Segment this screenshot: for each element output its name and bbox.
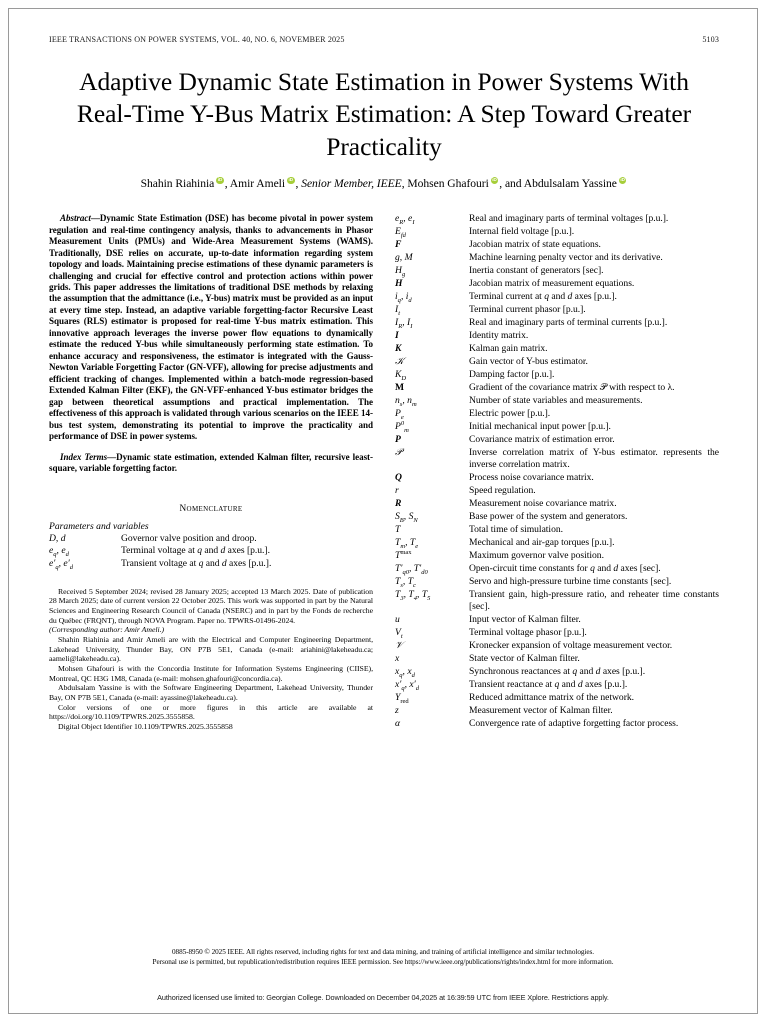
page-number: 5103 xyxy=(702,35,719,44)
nomenclature-symbol: $e_q$, $e_d$ xyxy=(49,545,69,559)
nomenclature-row xyxy=(395,408,719,420)
nomenclature-definition: Input vector of Kalman filter. xyxy=(469,614,581,626)
page-title: Adaptive Dynamic State Estimation in Power Systems With Real-Time Y-Bus Matrix Estimation: A Step Toward Greater Practicality xyxy=(76,67,692,161)
nomenclature-definition: Base power of the system and generators. xyxy=(469,510,628,522)
nomenclature-symbol: $e'_q$, $e'_d$ xyxy=(49,558,74,572)
nomenclature-definition: Real and imaginary parts of terminal voltages [p.u.]. xyxy=(469,213,669,225)
nomenclature-definition: Number of state variables and measurements. xyxy=(469,394,643,406)
nomenclature-row xyxy=(395,421,719,433)
nomenclature-symbol: R xyxy=(395,497,402,509)
nomenclature-row xyxy=(395,343,719,355)
nomenclature-symbol: $T_3$, $T_4$, $T_5$ xyxy=(395,588,431,602)
nomenclature-symbol: $E_{fd}$ xyxy=(395,226,406,240)
nomenclature-row xyxy=(395,434,719,446)
nomenclature-definition: Process noise covariance matrix. xyxy=(469,471,594,483)
author-sep-1: , xyxy=(295,177,302,191)
running-head xyxy=(49,35,719,44)
abstract-label: Abstract xyxy=(60,213,91,224)
nomenclature-definition: Transient voltage at q and d axes [p.u.]. xyxy=(121,558,272,570)
footnote-received: Received 5 September 2024; revised 28 January 2025; accepted 13 March 2025. Date of publication 28 March 2025; date of current version 22 October 2025. This work was supported in part by the Natural Sciences and Engineering Research Council of Canada (NSERC) and in part by the Fonds de recherche du Québec (FRQNT), through NOVA Program. Paper no. TPWRS-01496-2024. xyxy=(49,586,373,625)
nomenclature-row xyxy=(395,369,719,381)
nomenclature-symbol: $P_e$ xyxy=(395,407,404,421)
nomenclature-definition: Identity matrix. xyxy=(469,329,529,341)
nomenclature-row xyxy=(395,213,719,225)
nomenclature-definition: Measurement noise covariance matrix. xyxy=(469,497,617,509)
orcid-icon[interactable] xyxy=(491,177,499,185)
index-terms-text: —Dynamic state estimation, extended Kalman filter, recursive least-square, variable forgetting factor. xyxy=(49,451,373,474)
nomenclature-definition: Open-circuit time constants for q and d axes [sec]. xyxy=(469,562,661,574)
nomenclature-definition: Kalman gain matrix. xyxy=(469,342,548,354)
nomenclature-row xyxy=(395,291,719,303)
nomenclature-definition: Covariance matrix of estimation error. xyxy=(469,433,615,445)
author-name-3: , Mohsen Ghafouri xyxy=(401,177,489,191)
nomenclature-row xyxy=(395,563,719,575)
nomenclature-definition: Maximum governor valve position. xyxy=(469,549,604,561)
nomenclature-row xyxy=(395,239,719,251)
nomenclature-heading: Nomenclature xyxy=(179,503,243,514)
nomenclature-symbol: $I_t$ xyxy=(395,303,401,317)
nomenclature-row xyxy=(395,447,719,472)
nomenclature-row xyxy=(395,550,719,562)
nomenclature-row xyxy=(395,653,719,665)
nomenclature-list-right xyxy=(395,213,719,730)
nomenclature-definition: Jacobian matrix of measurement equations. xyxy=(469,278,635,290)
nomenclature-row xyxy=(395,472,719,484)
nomenclature-symbol: F xyxy=(395,239,402,251)
nomenclature-definition: Internal field voltage [p.u.]. xyxy=(469,226,575,238)
nomenclature-definition: Reduced admittance matrix of the network. xyxy=(469,691,635,703)
nomenclature-subheading: Parameters and variables xyxy=(49,520,149,532)
nomenclature-symbol: 𝒱 xyxy=(395,639,403,651)
author-list xyxy=(49,176,719,191)
index-terms-label: Index Terms xyxy=(60,451,108,462)
nomenclature-definition: Governor valve position and droop. xyxy=(121,532,257,544)
author-name-1: Shahin Riahinia xyxy=(140,177,215,191)
nomenclature-row xyxy=(395,395,719,407)
nomenclature-row xyxy=(395,640,719,652)
nomenclature-definition: Terminal current at q and d axes [p.u.]. xyxy=(469,291,617,302)
document-page xyxy=(8,8,758,1014)
nomenclature-row xyxy=(395,524,719,536)
nomenclature-row xyxy=(395,679,719,691)
nomenclature-symbol: D, d xyxy=(49,532,66,544)
author-name-4: , and Abdulsalam Yassine xyxy=(499,177,617,191)
nomenclature-row xyxy=(395,252,719,264)
nomenclature-symbol: g, M xyxy=(395,252,413,264)
nomenclature-row xyxy=(395,317,719,329)
orcid-icon[interactable] xyxy=(216,177,224,185)
nomenclature-row xyxy=(395,265,719,277)
nomenclature-row xyxy=(395,627,719,639)
orcid-icon[interactable] xyxy=(287,177,295,185)
nomenclature-row xyxy=(395,614,719,626)
nomenclature-symbol: Q xyxy=(395,471,402,483)
author-membership: Senior Member, IEEE xyxy=(301,177,402,191)
nomenclature-symbol: x xyxy=(395,652,400,664)
nomenclature-symbol: $H_g$ xyxy=(395,265,406,278)
footnotes-block xyxy=(49,587,373,732)
nomenclature-definition: Servo and high-pressure turbine time constants [sec]. xyxy=(469,575,672,587)
nomenclature-symbol: r xyxy=(395,484,399,496)
nomenclature-row xyxy=(395,537,719,549)
nomenclature-symbol: 𝒦 xyxy=(395,355,404,367)
nomenclature-definition: Mechanical and air-gap torques [p.u.]. xyxy=(469,536,615,548)
orcid-icon[interactable] xyxy=(619,177,627,185)
nomenclature-row xyxy=(395,356,719,368)
nomenclature-symbol: P xyxy=(395,433,401,445)
nomenclature-symbol: α xyxy=(395,717,401,729)
nomenclature-symbol: T xyxy=(395,523,401,535)
nomenclature-row xyxy=(395,705,719,717)
nomenclature-definition: Gradient of the covariance matrix 𝒫 with respect to λ. xyxy=(469,381,675,393)
nomenclature-symbol: M xyxy=(395,381,405,393)
nomenclature-definition: Terminal voltage phasor [p.u.]. xyxy=(469,627,587,638)
footnote-color-versions: Color versions of one or more figures in this article are available at https://doi.org/10.1109/TPWRS.2025.3555858. xyxy=(49,702,373,722)
nomenclature-symbol: $K_D$ xyxy=(395,368,407,382)
nomenclature-symbol: $x_q$, $x_d$ xyxy=(395,665,415,679)
nomenclature-symbol: $T_m$, $T_e$ xyxy=(395,536,419,550)
nomenclature-definition: Machine learning penalty vector and its derivative. xyxy=(469,252,663,264)
nomenclature-definition: Terminal current phasor [p.u.]. xyxy=(469,303,586,315)
nomenclature-definition: Kronecker expansion of voltage measurement vector. xyxy=(469,639,673,651)
nomenclature-definition: Damping factor [p.u.]. xyxy=(469,368,555,380)
nomenclature-symbol: $n_s$, $n_m$ xyxy=(395,394,417,408)
nomenclature-symbol: z xyxy=(395,704,399,716)
nomenclature-list-left xyxy=(49,533,373,571)
nomenclature-row xyxy=(395,226,719,238)
journal-name: IEEE TRANSACTIONS ON POWER SYSTEMS, VOL. 40, NO. 6, NOVEMBER 2025 xyxy=(49,35,345,44)
footnote-affiliation-3: Abdulsalam Yassine is with the Software Engineering Department, Lakehead University, Thunder Bay, ON P7B 5E1, Canada (e-mail: ayassine@lakeheadu.ca). xyxy=(49,683,373,702)
nomenclature-symbol: K xyxy=(395,342,402,354)
footnote-doi: Digital Object Identifier 10.1109/TPWRS.2025.3555858 xyxy=(58,721,233,731)
footnote-affiliation-2: Mohsen Ghafouri is with the Concordia Institute for Information Systems Engineering (CIISE), Montreal, QC H3G 1M8, Canada (e-mail: mohsen.ghafouri@concordia.ca). xyxy=(49,663,373,683)
nomenclature-row xyxy=(395,511,719,523)
footnote-corresponding: (Corresponding author: Amir Ameli.) xyxy=(49,625,165,635)
nomenclature-row xyxy=(395,718,719,730)
two-column-body xyxy=(49,213,719,731)
left-column xyxy=(49,213,373,731)
nomenclature-definition: Initial mechanical input power [p.u.]. xyxy=(469,420,611,432)
copyright-line-1: 0885-8950 © 2025 IEEE. All rights reserved, including rights for text and data mining, and training of artificial intelligence and similar technologies. xyxy=(171,948,595,956)
nomenclature-symbol: 𝒫 xyxy=(395,446,402,458)
nomenclature-symbol: u xyxy=(395,614,400,626)
nomenclature-row xyxy=(395,278,719,290)
nomenclature-definition: Synchronous reactances at q and d axes [p.u.]. xyxy=(469,665,646,677)
index-terms-paragraph xyxy=(49,452,373,475)
nomenclature-definition: Measurement vector of Kalman filter. xyxy=(469,704,613,716)
abstract-text: —Dynamic State Estimation (DSE) has become pivotal in power system regulation and real-time contingency analysis, thanks to advancements in Phasor Measurement Units (PMUs) and Wide-Area Measurement Systems (WAMS). Traditionally, DSE relies on accurate, up-to-date information regarding system topology and loads. Maintaining precise estimations of these dynamic parameters is challenging and crucial for effective control and protection actions within power grids. This paper addresses the limitations of traditional DSE methods by relaxing the assumption that the admittance (i.e., Y-bus) matrix must be provided as an input at every time step. Instead, an adaptive variable forgetting-factor Recursive Least Squares (RLS) estimator is proposed for real-time Y-bus matrix estimation. This innovative approach leverages the inverse power flow equations to dynamically estimate the reduced Y-bus while simultaneously performing state estimation. To enhance accuracy and responsiveness, the estimator is integrated with the Gauss-Newton Variable Forgetting Factor (GN-VFF), allowing for precise adjustments and efficient tracking of changes. Implemented within a batch-mode regression-based Extended Kalman Filter (EKF), the GN-VFF-enhanced Y-bus estimator bridges the gap between theoretical assumptions and practical implementation. The effectiveness of this approach is validated through various scenarios on the IEEE 14-bus test system, demonstrating its potential to improve the practicality and performance of DSE in power systems. xyxy=(49,213,373,442)
nomenclature-symbol: $I_R$, $I_I$ xyxy=(395,316,413,330)
nomenclature-symbol: $x'_q$, $x'_d$ xyxy=(395,678,420,692)
nomenclature-definition: Electric power [p.u.]. xyxy=(469,407,551,419)
nomenclature-definition: Inertia constant of generators [sec]. xyxy=(469,265,604,277)
page-content xyxy=(49,35,719,731)
nomenclature-row xyxy=(49,558,373,570)
nomenclature-definition: Transient reactance at q and d axes [p.u.]. xyxy=(469,678,628,690)
nomenclature-row xyxy=(49,533,373,545)
nomenclature-row xyxy=(395,692,719,704)
nomenclature-definition: Jacobian matrix of state equations. xyxy=(469,239,601,251)
nomenclature-definition: Transient gain, high-pressure ratio, and reheater time constants [sec]. xyxy=(469,588,719,613)
nomenclature-symbol: $V_t$ xyxy=(395,627,403,640)
nomenclature-row xyxy=(395,576,719,588)
nomenclature-symbol: $P^0_m$ xyxy=(395,419,409,434)
nomenclature-symbol: H xyxy=(395,278,403,290)
nomenclature-symbol: $Y_{red}$ xyxy=(395,691,409,705)
nomenclature-symbol: $T'_{q0}$, $T'_{d0}$ xyxy=(395,562,428,576)
nomenclature-symbol: I xyxy=(395,329,399,341)
nomenclature-symbol: $T_s$, $T_c$ xyxy=(395,575,416,589)
nomenclature-definition: Gain vector of Y-bus estimator. xyxy=(469,355,588,367)
nomenclature-row xyxy=(395,330,719,342)
download-notice: Authorized licensed use limited to: Georgian College. Downloaded on December 04,2025 at 16:39:59 UTC from IEEE Xplore. Restrictions apply. xyxy=(157,993,609,1002)
nomenclature-symbol: $S_B$, $S_N$ xyxy=(395,510,418,524)
nomenclature-definition: Total time of simulation. xyxy=(469,523,563,535)
nomenclature-row xyxy=(395,498,719,510)
nomenclature-row xyxy=(395,485,719,497)
nomenclature-definition: Real and imaginary parts of terminal currents [p.u.]. xyxy=(469,316,668,328)
footnote-affiliation-1: Shahin Riahinia and Amir Ameli are with the Electrical and Computer Engineering Department, Lakehead University, Thunder Bay, ON P7B 5E1, Canada (e-mail: ariahini@lakeheadu.ca; aameli@lakeheadu.ca). xyxy=(49,635,373,664)
right-column xyxy=(395,213,719,731)
nomenclature-definition: State vector of Kalman filter. xyxy=(469,652,580,664)
nomenclature-row xyxy=(395,304,719,316)
nomenclature-definition: Inverse correlation matrix of Y-bus estimator. represents the inverse correlation matrix. xyxy=(469,446,719,470)
nomenclature-row xyxy=(49,545,373,557)
copyright-line-2: Personal use is permitted, but republication/redistribution requires IEEE permission. See https://www.ieee.org/publications/rights/index.html for more information. xyxy=(152,958,614,967)
abstract-paragraph xyxy=(49,213,373,442)
nomenclature-definition: Terminal voltage at q and d axes [p.u.]. xyxy=(121,545,270,557)
nomenclature-symbol: $i_q$, $i_d$ xyxy=(395,291,412,304)
nomenclature-row xyxy=(395,666,719,678)
nomenclature-definition: Speed regulation. xyxy=(469,484,536,496)
copyright-notice xyxy=(49,947,717,968)
author-name-2: , Amir Ameli xyxy=(224,177,286,191)
nomenclature-row xyxy=(395,589,719,614)
nomenclature-definition: Convergence rate of adaptive forgetting factor process. xyxy=(469,717,679,729)
nomenclature-row xyxy=(395,382,719,394)
nomenclature-symbol: $e_R$, $e_I$ xyxy=(395,213,415,227)
nomenclature-symbol: $T^{max}$ xyxy=(395,548,412,561)
